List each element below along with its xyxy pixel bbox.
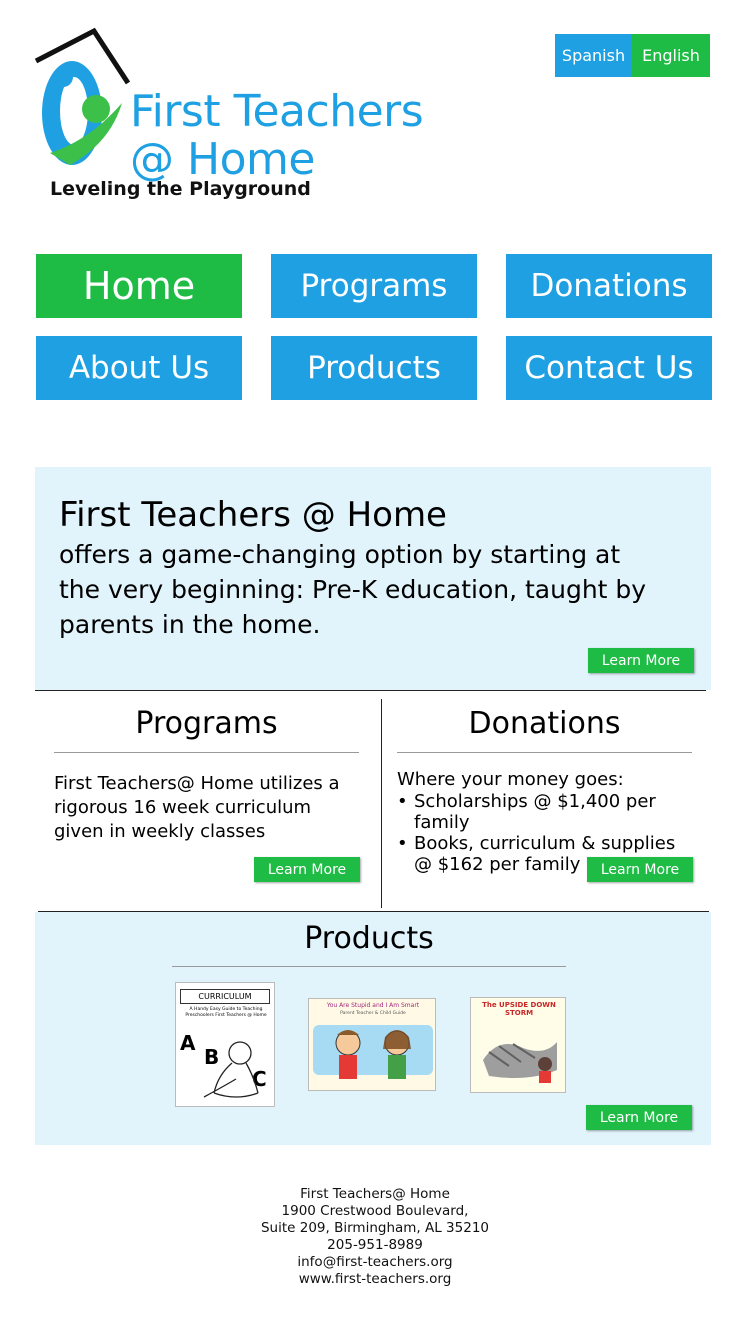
hero-title: First Teachers @ Home bbox=[59, 495, 447, 535]
footer-phone[interactable]: 205-951-8989 bbox=[327, 1237, 423, 1253]
brand-name-line2: @ Home bbox=[130, 134, 315, 185]
footer-email-link[interactable]: info@first-teachers.org bbox=[297, 1254, 453, 1270]
brand-tagline: Leveling the Playground bbox=[50, 178, 311, 200]
book-subtitle: Parent Teacher & Child Guide bbox=[340, 1011, 406, 1016]
products-divider bbox=[172, 966, 566, 967]
nav-home[interactable]: Home bbox=[36, 254, 242, 318]
product-curriculum-book[interactable] bbox=[175, 982, 275, 1107]
english-button[interactable]: English bbox=[632, 34, 710, 77]
child-drawing-icon bbox=[196, 1035, 266, 1103]
footer-website-link[interactable]: www.first-teachers.org bbox=[298, 1271, 452, 1287]
footer bbox=[0, 1186, 750, 1288]
book-letter: A bbox=[180, 1031, 196, 1055]
hero-learn-more-button[interactable]: Learn More bbox=[588, 648, 694, 673]
products-title: Products bbox=[304, 921, 434, 956]
column-divider bbox=[381, 699, 382, 908]
programs-body: First Teachers@ Home utilizes a rigorous 16 week curriculum given in weekly classes bbox=[54, 773, 340, 842]
nav-programs[interactable]: Programs bbox=[271, 254, 477, 318]
list-item: • Scholarships @ $1,400 per family bbox=[397, 791, 697, 833]
product-you-are-stupid-book[interactable] bbox=[308, 998, 436, 1091]
programs-title: Programs bbox=[135, 706, 278, 741]
storm-illustration-icon bbox=[479, 1026, 561, 1088]
footer-org-name: First Teachers@ Home bbox=[300, 1186, 450, 1202]
book-letter: B bbox=[204, 1045, 220, 1069]
programs-divider bbox=[54, 752, 359, 753]
footer-address-line2: Suite 209, Birmingham, AL 35210 bbox=[260, 1220, 490, 1236]
book-title: CURRICULUM bbox=[180, 989, 270, 1004]
nav-donations[interactable]: Donations bbox=[506, 254, 712, 318]
book-title: The UPSIDE DOWN STORM bbox=[482, 1001, 556, 1017]
brand-name-line1: First Teachers bbox=[130, 86, 424, 137]
donations-divider bbox=[397, 752, 692, 753]
nav-contact-us[interactable]: Contact Us bbox=[506, 336, 712, 400]
hero-body: offers a game-changing option by starting at the very beginning: Pre-K education, taught by parents in the home. bbox=[59, 540, 647, 639]
book-letter: C bbox=[252, 1067, 267, 1091]
programs-learn-more-button[interactable]: Learn More bbox=[254, 857, 360, 882]
book-subtitle: A Handy Easy Guide to Teaching Preschoolers First Teachers @ Home bbox=[185, 1007, 267, 1018]
products-section bbox=[35, 912, 711, 1145]
spanish-button[interactable]: Spanish bbox=[555, 34, 632, 77]
logo-icon bbox=[30, 25, 140, 175]
nav-products[interactable]: Products bbox=[271, 336, 477, 400]
product-upside-down-storm-book[interactable] bbox=[470, 997, 566, 1093]
footer-address-line1: 1900 Crestwood Boulevard, bbox=[281, 1203, 469, 1219]
products-learn-more-button[interactable]: Learn More bbox=[586, 1105, 692, 1130]
book-title: You Are Stupid and I Am Smart bbox=[326, 1002, 420, 1009]
donations-intro: Where your money goes: bbox=[397, 769, 624, 790]
divider bbox=[35, 690, 706, 691]
donations-learn-more-button[interactable]: Learn More bbox=[587, 857, 693, 882]
nav-about-us[interactable]: About Us bbox=[36, 336, 242, 400]
donations-title: Donations bbox=[468, 706, 621, 741]
hero-section bbox=[35, 467, 711, 690]
kids-illustration-icon bbox=[323, 1023, 423, 1087]
list-item: • Books, curriculum & supplies @ $162 per family bbox=[397, 833, 697, 875]
